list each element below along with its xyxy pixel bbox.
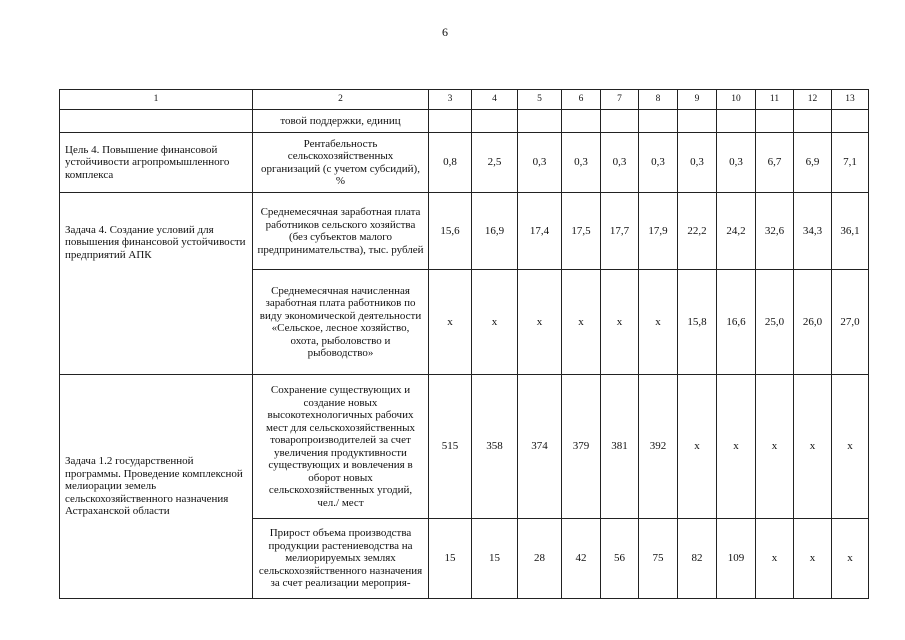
indicator-cell: Рентабельность сельскохозяйственных организаций (с учетом субсидий), % [253, 133, 429, 193]
value-cell: 392 [639, 375, 678, 519]
goal-cell [60, 110, 253, 133]
indicator-cell: Прирост объема производства продукции растениеводства на мелиорируемых землях сельскохозяйственного назначения за счет реализации мероприя- [253, 519, 429, 599]
indicator-cell: Среднемесячная начисленная заработная плата работников по виду экономической деятельности «Сельское, лесное хозяйство, охота, рыболовство и рыбоводство» [253, 270, 429, 375]
value-cell [717, 110, 756, 133]
value-cell: 358 [472, 375, 518, 519]
value-cell: 6,9 [794, 133, 832, 193]
value-cell: 0,3 [717, 133, 756, 193]
value-cell: 0,3 [678, 133, 717, 193]
value-cell [429, 110, 472, 133]
value-cell: 379 [562, 375, 601, 519]
value-cell: х [601, 270, 639, 375]
value-cell [601, 110, 639, 133]
value-cell: 0,3 [601, 133, 639, 193]
value-cell: х [794, 375, 832, 519]
column-header: 8 [639, 90, 678, 110]
value-cell: 22,2 [678, 193, 717, 270]
goal-cell: Цель 4. Повышение финансовой устойчивости агропромышленного комплекса [60, 133, 253, 193]
value-cell: 75 [639, 519, 678, 599]
table-row [60, 375, 869, 519]
value-cell: 15,6 [429, 193, 472, 270]
table-row [60, 193, 869, 270]
value-cell: 109 [717, 519, 756, 599]
value-cell: х [639, 270, 678, 375]
table-row [60, 133, 869, 193]
value-cell: 16,6 [717, 270, 756, 375]
value-cell: 515 [429, 375, 472, 519]
value-cell: 17,4 [518, 193, 562, 270]
value-cell: х [832, 519, 869, 599]
value-cell: 34,3 [794, 193, 832, 270]
value-cell: х [472, 270, 518, 375]
value-cell: 0,8 [429, 133, 472, 193]
value-cell: х [717, 375, 756, 519]
goal-text: Задача 4. Создание условий для повышения финансовой устойчивости предприятий АПК [65, 223, 246, 261]
column-header: 12 [794, 90, 832, 110]
header-row [60, 90, 869, 110]
value-cell: 0,3 [639, 133, 678, 193]
value-cell: 28 [518, 519, 562, 599]
value-cell: х [429, 270, 472, 375]
value-cell: х [794, 519, 832, 599]
value-cell: 56 [601, 519, 639, 599]
value-cell: 7,1 [832, 133, 869, 193]
column-header: 3 [429, 90, 472, 110]
value-cell: 32,6 [756, 193, 794, 270]
column-header: 10 [717, 90, 756, 110]
value-cell: 381 [601, 375, 639, 519]
value-cell: 24,2 [717, 193, 756, 270]
value-cell: х [832, 375, 869, 519]
value-cell: 374 [518, 375, 562, 519]
value-cell: 15 [429, 519, 472, 599]
value-cell: х [518, 270, 562, 375]
indicators-table [59, 89, 869, 599]
value-cell [794, 110, 832, 133]
column-header: 13 [832, 90, 869, 110]
column-header: 1 [60, 90, 253, 110]
value-cell: 25,0 [756, 270, 794, 375]
column-header: 7 [601, 90, 639, 110]
value-cell [639, 110, 678, 133]
value-cell: 17,5 [562, 193, 601, 270]
value-cell: х [756, 519, 794, 599]
column-header: 6 [562, 90, 601, 110]
goal-cell: Задача 1.2 государственной программы. Проведение комплексной мелиорации земель сельскохозяйственного назначения Астраханской области [60, 375, 253, 599]
value-cell: 36,1 [832, 193, 869, 270]
value-cell: 6,7 [756, 133, 794, 193]
value-cell: х [756, 375, 794, 519]
value-cell: 17,9 [639, 193, 678, 270]
value-cell [756, 110, 794, 133]
column-header: 9 [678, 90, 717, 110]
value-cell: 26,0 [794, 270, 832, 375]
indicator-cell: Сохранение существующих и создание новых высокотехнологичных рабочих мест для сельскохозяйственных товаропроизводителей за счет увеличения продуктивности существующих и вовлечения в оборот новых сельскохозяйственных угодий, чел./ мест [253, 375, 429, 519]
value-cell [472, 110, 518, 133]
value-cell: 82 [678, 519, 717, 599]
column-header: 2 [253, 90, 429, 110]
page-number: 6 [442, 25, 448, 39]
value-cell: 42 [562, 519, 601, 599]
value-cell: 0,3 [562, 133, 601, 193]
value-cell [562, 110, 601, 133]
value-cell: х [678, 375, 717, 519]
indicator-cell: Среднемесячная заработная плата работников сельского хозяйства (без субъектов малого предпринимательства), тыс. рублей [253, 193, 429, 270]
value-cell [678, 110, 717, 133]
value-cell: 16,9 [472, 193, 518, 270]
value-cell [832, 110, 869, 133]
value-cell: 2,5 [472, 133, 518, 193]
goal-cell [60, 193, 253, 375]
value-cell: х [562, 270, 601, 375]
column-header: 5 [518, 90, 562, 110]
indicator-cell: товой поддержки, единиц [253, 110, 429, 133]
value-cell: 15 [472, 519, 518, 599]
value-cell: 0,3 [518, 133, 562, 193]
table-row [60, 110, 869, 133]
value-cell [518, 110, 562, 133]
column-header: 4 [472, 90, 518, 110]
value-cell: 17,7 [601, 193, 639, 270]
value-cell: 15,8 [678, 270, 717, 375]
column-header: 11 [756, 90, 794, 110]
value-cell: 27,0 [832, 270, 869, 375]
